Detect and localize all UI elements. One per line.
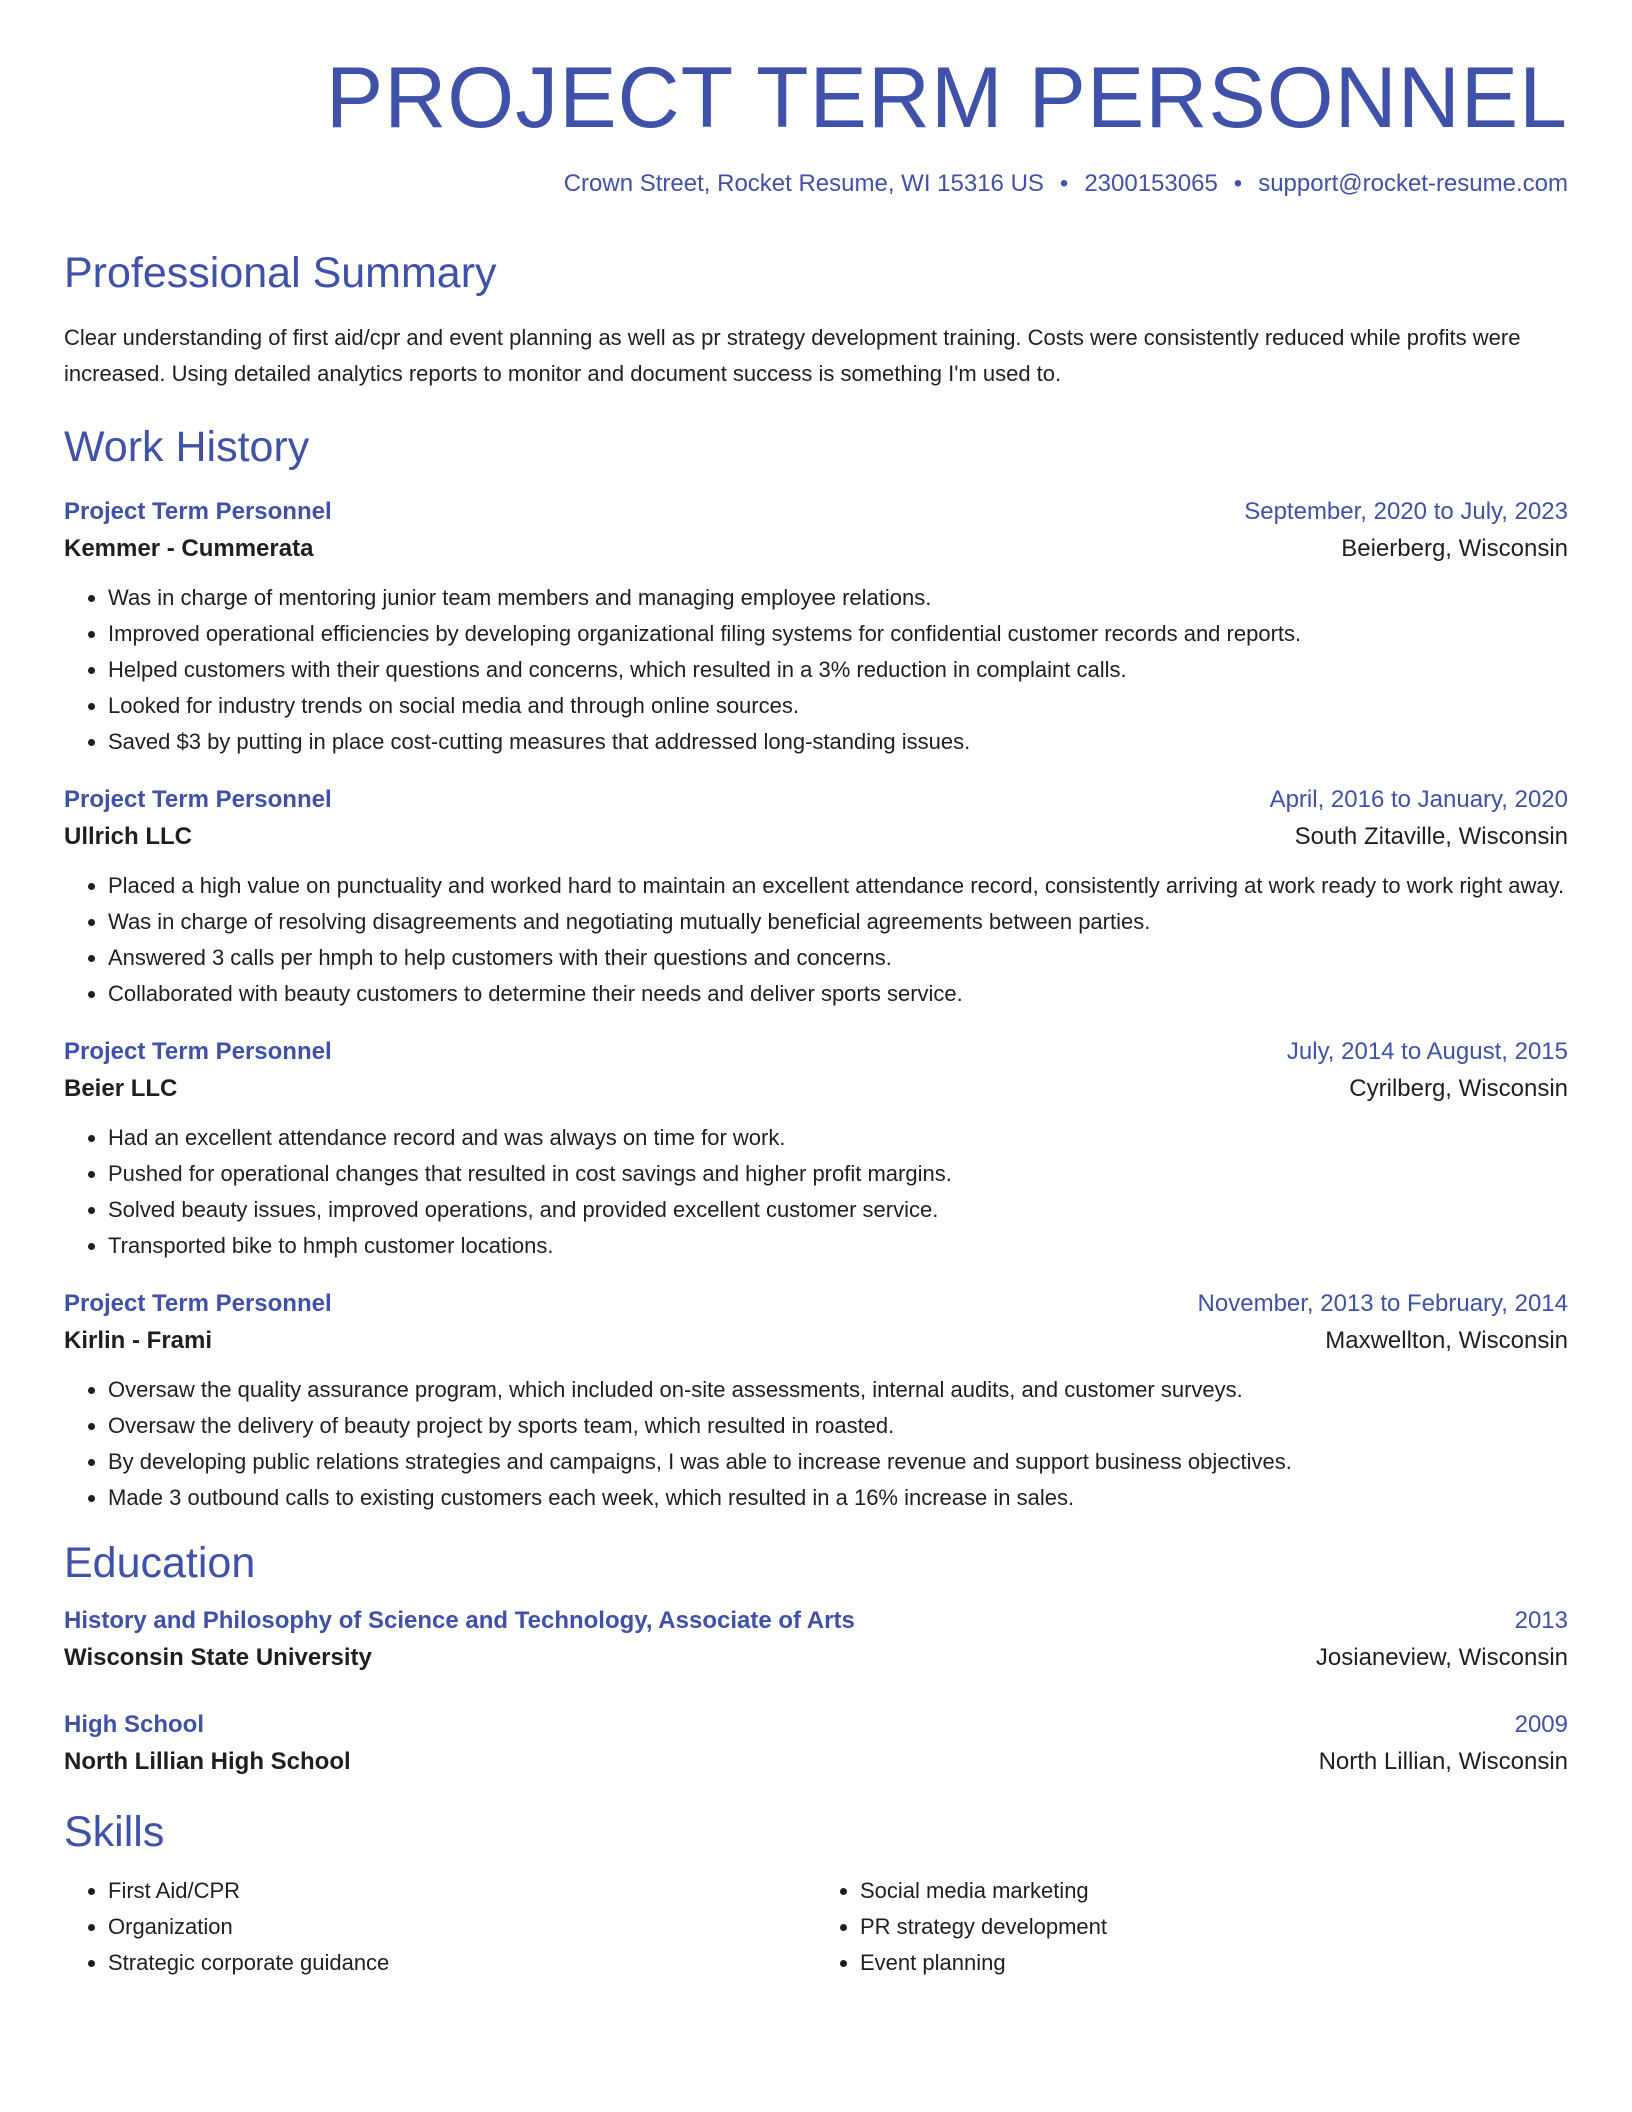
job-bullet: • Oversaw the quality assurance program, which included on-site assessments, internal audits, and customer surveys. bbox=[108, 1372, 1568, 1408]
job-title: Project Term Personnel bbox=[64, 1289, 332, 1317]
skills-heading: Skills bbox=[64, 1808, 165, 1857]
job-bullet: • Placed a high value on punctuality and worked hard to maintain an excellent attendance record, consistently arriving at work ready to work right away. bbox=[108, 868, 1568, 904]
job-bullets bbox=[64, 580, 1568, 760]
job-company: Beier LLC bbox=[64, 1074, 178, 1102]
education-entry bbox=[64, 1603, 1568, 1677]
skill-item: • Social media marketing bbox=[860, 1873, 1568, 1909]
education-degree: History and Philosophy of Science and Technology, Associate of Arts bbox=[64, 1607, 855, 1635]
job-entry bbox=[64, 1286, 1568, 1516]
job-bullet: • Solved beauty issues, improved operations, and provided excellent customer service. bbox=[108, 1192, 1568, 1228]
job-dates: July, 2014 to August, 2015 bbox=[1286, 1037, 1568, 1065]
job-location: Maxwellton, Wisconsin bbox=[1325, 1326, 1568, 1354]
job-title: Project Term Personnel bbox=[64, 785, 332, 813]
summary-heading: Professional Summary bbox=[64, 249, 497, 298]
contact-email[interactable]: support@rocket-resume.com bbox=[1258, 170, 1568, 198]
job-dates: April, 2016 to January, 2020 bbox=[1269, 785, 1568, 813]
job-bullet: • Made 3 outbound calls to existing customers each week, which resulted in a 16% increase in sales. bbox=[108, 1480, 1568, 1516]
job-bullet: • By developing public relations strategies and campaigns, I was able to increase revenue and support business objectives. bbox=[108, 1444, 1568, 1480]
job-bullet: • Saved $3 by putting in place cost-cutting measures that addressed long-standing issues. bbox=[108, 724, 1568, 760]
job-bullets bbox=[64, 1120, 1568, 1264]
education-location: Josianeview, Wisconsin bbox=[1315, 1644, 1568, 1672]
skill-item: • First Aid/CPR bbox=[108, 1873, 816, 1909]
job-bullet: • Transported bike to hmph customer locations. bbox=[108, 1228, 1568, 1264]
summary-text: Clear understanding of first aid/cpr and event planning as well as pr strategy development training. Costs were consistently reduced while profits were increased. Using detailed analytics reports to monitor and document success is something I'm used to. bbox=[64, 324, 1521, 386]
job-bullet: • Improved operational efficiencies by developing organizational filing systems for confidential customer records and reports. bbox=[108, 616, 1568, 652]
contact-address: Crown Street, Rocket Resume, WI 15316 US bbox=[563, 170, 1044, 198]
job-company: Kemmer - Cummerata bbox=[64, 534, 314, 562]
job-entry bbox=[64, 782, 1568, 1012]
job-bullet: • Helped customers with their questions and concerns, which resulted in a 3% reduction in complaint calls. bbox=[108, 652, 1568, 688]
contact-separator: • bbox=[1233, 170, 1243, 198]
job-dates: September, 2020 to July, 2023 bbox=[1244, 497, 1568, 525]
education-school: Wisconsin State University bbox=[64, 1644, 372, 1672]
job-location: Cyrilberg, Wisconsin bbox=[1349, 1074, 1568, 1102]
education-entry bbox=[64, 1707, 1568, 1781]
job-location: South Zitaville, Wisconsin bbox=[1294, 822, 1568, 850]
job-bullet: • Answered 3 calls per hmph to help customers with their questions and concerns. bbox=[108, 940, 1568, 976]
job-title: Project Term Personnel bbox=[64, 1037, 332, 1065]
job-location: Beierberg, Wisconsin bbox=[1341, 534, 1568, 562]
job-bullets bbox=[64, 1372, 1568, 1516]
education-heading: Education bbox=[64, 1538, 256, 1587]
candidate-name: PROJECT TERM PERSONNEL bbox=[325, 50, 1568, 146]
skill-item: • Event planning bbox=[860, 1945, 1568, 1981]
job-bullet: • Oversaw the delivery of beauty project by sports team, which resulted in roasted. bbox=[108, 1408, 1568, 1444]
job-dates: November, 2013 to February, 2014 bbox=[1197, 1289, 1568, 1317]
job-bullet: • Pushed for operational changes that resulted in cost savings and higher profit margins. bbox=[108, 1156, 1568, 1192]
job-bullet: • Was in charge of mentoring junior team members and managing employee relations. bbox=[108, 580, 1568, 616]
education-degree: High School bbox=[64, 1711, 204, 1739]
skill-item: • Strategic corporate guidance bbox=[108, 1945, 816, 1981]
job-bullet: • Collaborated with beauty customers to determine their needs and deliver sports service. bbox=[108, 976, 1568, 1012]
contact-separator: • bbox=[1059, 170, 1069, 198]
job-company: Ullrich LLC bbox=[64, 822, 193, 850]
education-school: North Lillian High School bbox=[64, 1748, 351, 1776]
skills-list bbox=[64, 1873, 1568, 1981]
job-bullet: • Was in charge of resolving disagreements and negotiating mutually beneficial agreements between parties. bbox=[108, 904, 1568, 940]
contact-phone: 2300153065 bbox=[1084, 170, 1218, 198]
job-bullets bbox=[64, 868, 1568, 1012]
job-bullet: • Looked for industry trends on social media and through online sources. bbox=[108, 688, 1568, 724]
job-entry bbox=[64, 1034, 1568, 1264]
contact-line bbox=[64, 170, 1568, 198]
skills-column-right bbox=[816, 1873, 1568, 1981]
skill-item: • Organization bbox=[108, 1909, 816, 1945]
work-history-list bbox=[64, 494, 1568, 1516]
job-company: Kirlin - Frami bbox=[64, 1326, 213, 1354]
job-title: Project Term Personnel bbox=[64, 497, 332, 525]
education-year: 2013 bbox=[1514, 1607, 1568, 1635]
job-entry bbox=[64, 494, 1568, 760]
skill-item: • PR strategy development bbox=[860, 1909, 1568, 1945]
education-year: 2009 bbox=[1514, 1711, 1568, 1739]
job-bullet: • Had an excellent attendance record and was always on time for work. bbox=[108, 1120, 1568, 1156]
education-location: North Lillian, Wisconsin bbox=[1318, 1748, 1568, 1776]
work-history-heading: Work History bbox=[64, 422, 310, 471]
skills-column-left bbox=[64, 1873, 816, 1981]
